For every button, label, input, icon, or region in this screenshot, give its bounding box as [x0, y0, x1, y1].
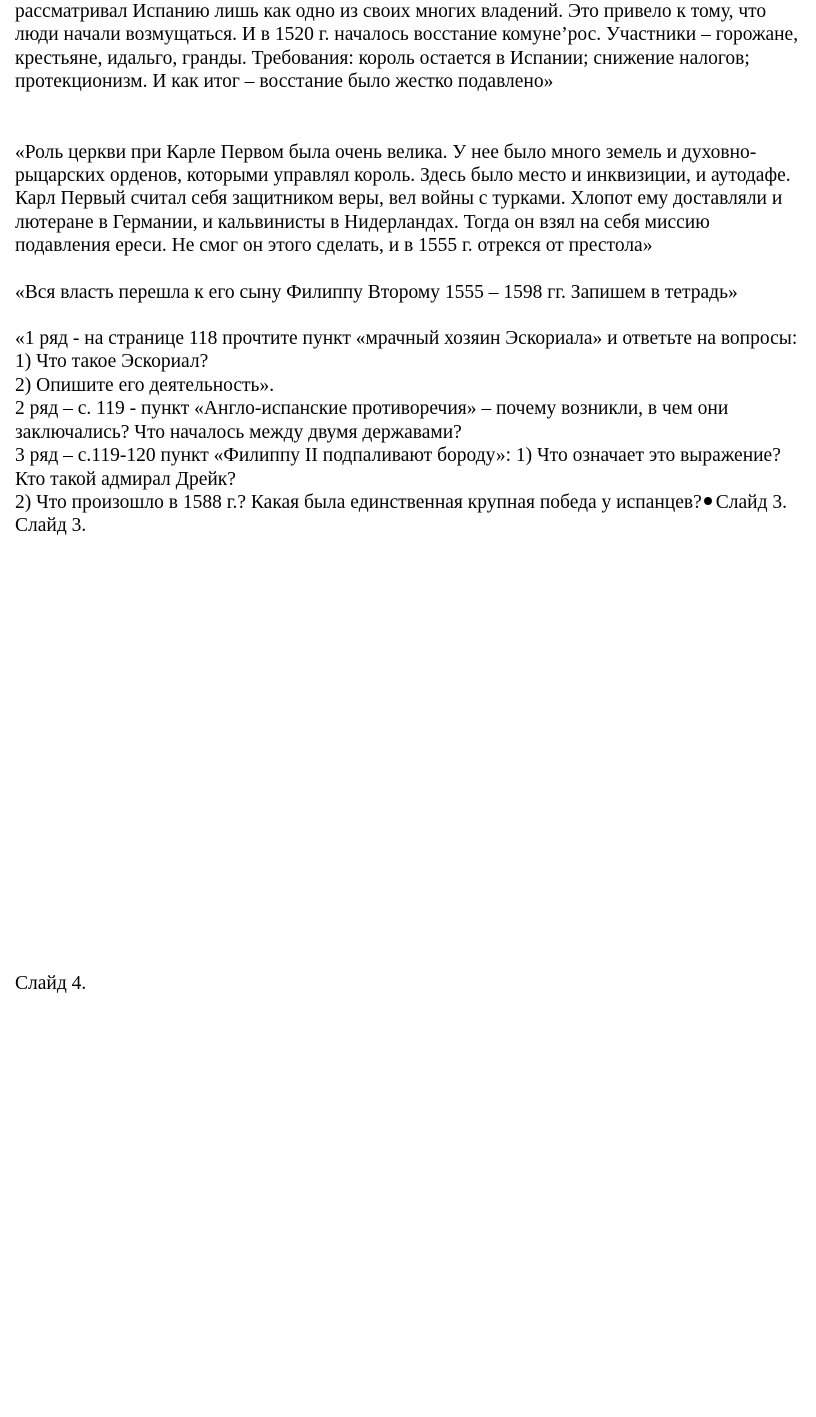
slide-3-inline-label: Слайд 3. [715, 491, 788, 513]
slide-3-label: Слайд 3. [15, 515, 87, 537]
task-row-3: 3 ряд – с.119-120 пункт «Филиппу II подпаливают бороду»: 1) Что означает это выражение? Кто такой адмирал Дрейк? [15, 445, 781, 490]
task-row-1: «1 ряд - на странице 118 прочтите пункт «мрачный хозяин Эскориала» и ответьте на вопросы: 1) Что такое Эскориал? [15, 328, 798, 373]
slide-4-label: Слайд 4. [15, 972, 87, 994]
spacer [15, 304, 807, 327]
spacer [15, 258, 807, 281]
task-row-1-question-2: 2) Опишите его деятельность». [15, 374, 275, 396]
slide-3-placeholder [15, 538, 807, 972]
paragraph-church-role: «Роль церкви при Карле Первом была очень велика. У нее было много земель и духовно-рыцарских орденов, которыми управлял король. Здесь было место и инквизиции, и аутодафе. Карл Первый считал себя защитником веры, вел войны с турками. Хлопот ему доставляли и лютеране в Германии, и кальвинисты в Нидерландах. Тогда он взял на себя миссию подавления ереси. Не смог он этого сделать, и в 1555 г. отрекся от престола» [15, 141, 791, 257]
paragraph-komuneros: рассматривал Испанию лишь как одно из своих многих владений. Это привело к тому, что люди начали возмущаться. И в 1520 г. началось восстание комуне’рос. Участники – горожане, крестьяне, идальго, гранды. Требования: король остается в Испании; снижение налогов; протекционизм. И как итог – восстание было жестко подавлено» [15, 1, 799, 93]
bullet-icon [704, 497, 712, 505]
document-page [15, 0, 807, 995]
task-row-2: 2 ряд – с. 119 - пункт «Англо-испанские противоречия» – почему возникли, в чем они заключались? Что началось между двумя державами? [15, 398, 729, 443]
spacer [15, 94, 807, 141]
paragraph-philip-second: «Вся власть перешла к его сыну Филиппу Второму 1555 – 1598 гг. Запишем в тетрадь» [15, 281, 738, 303]
task-row-3-question-2-text: 2) Что произошло в 1588 г.? Какая была единственная крупная победа у испанцев? [15, 491, 702, 513]
task-row-3-question-2 [15, 491, 807, 514]
